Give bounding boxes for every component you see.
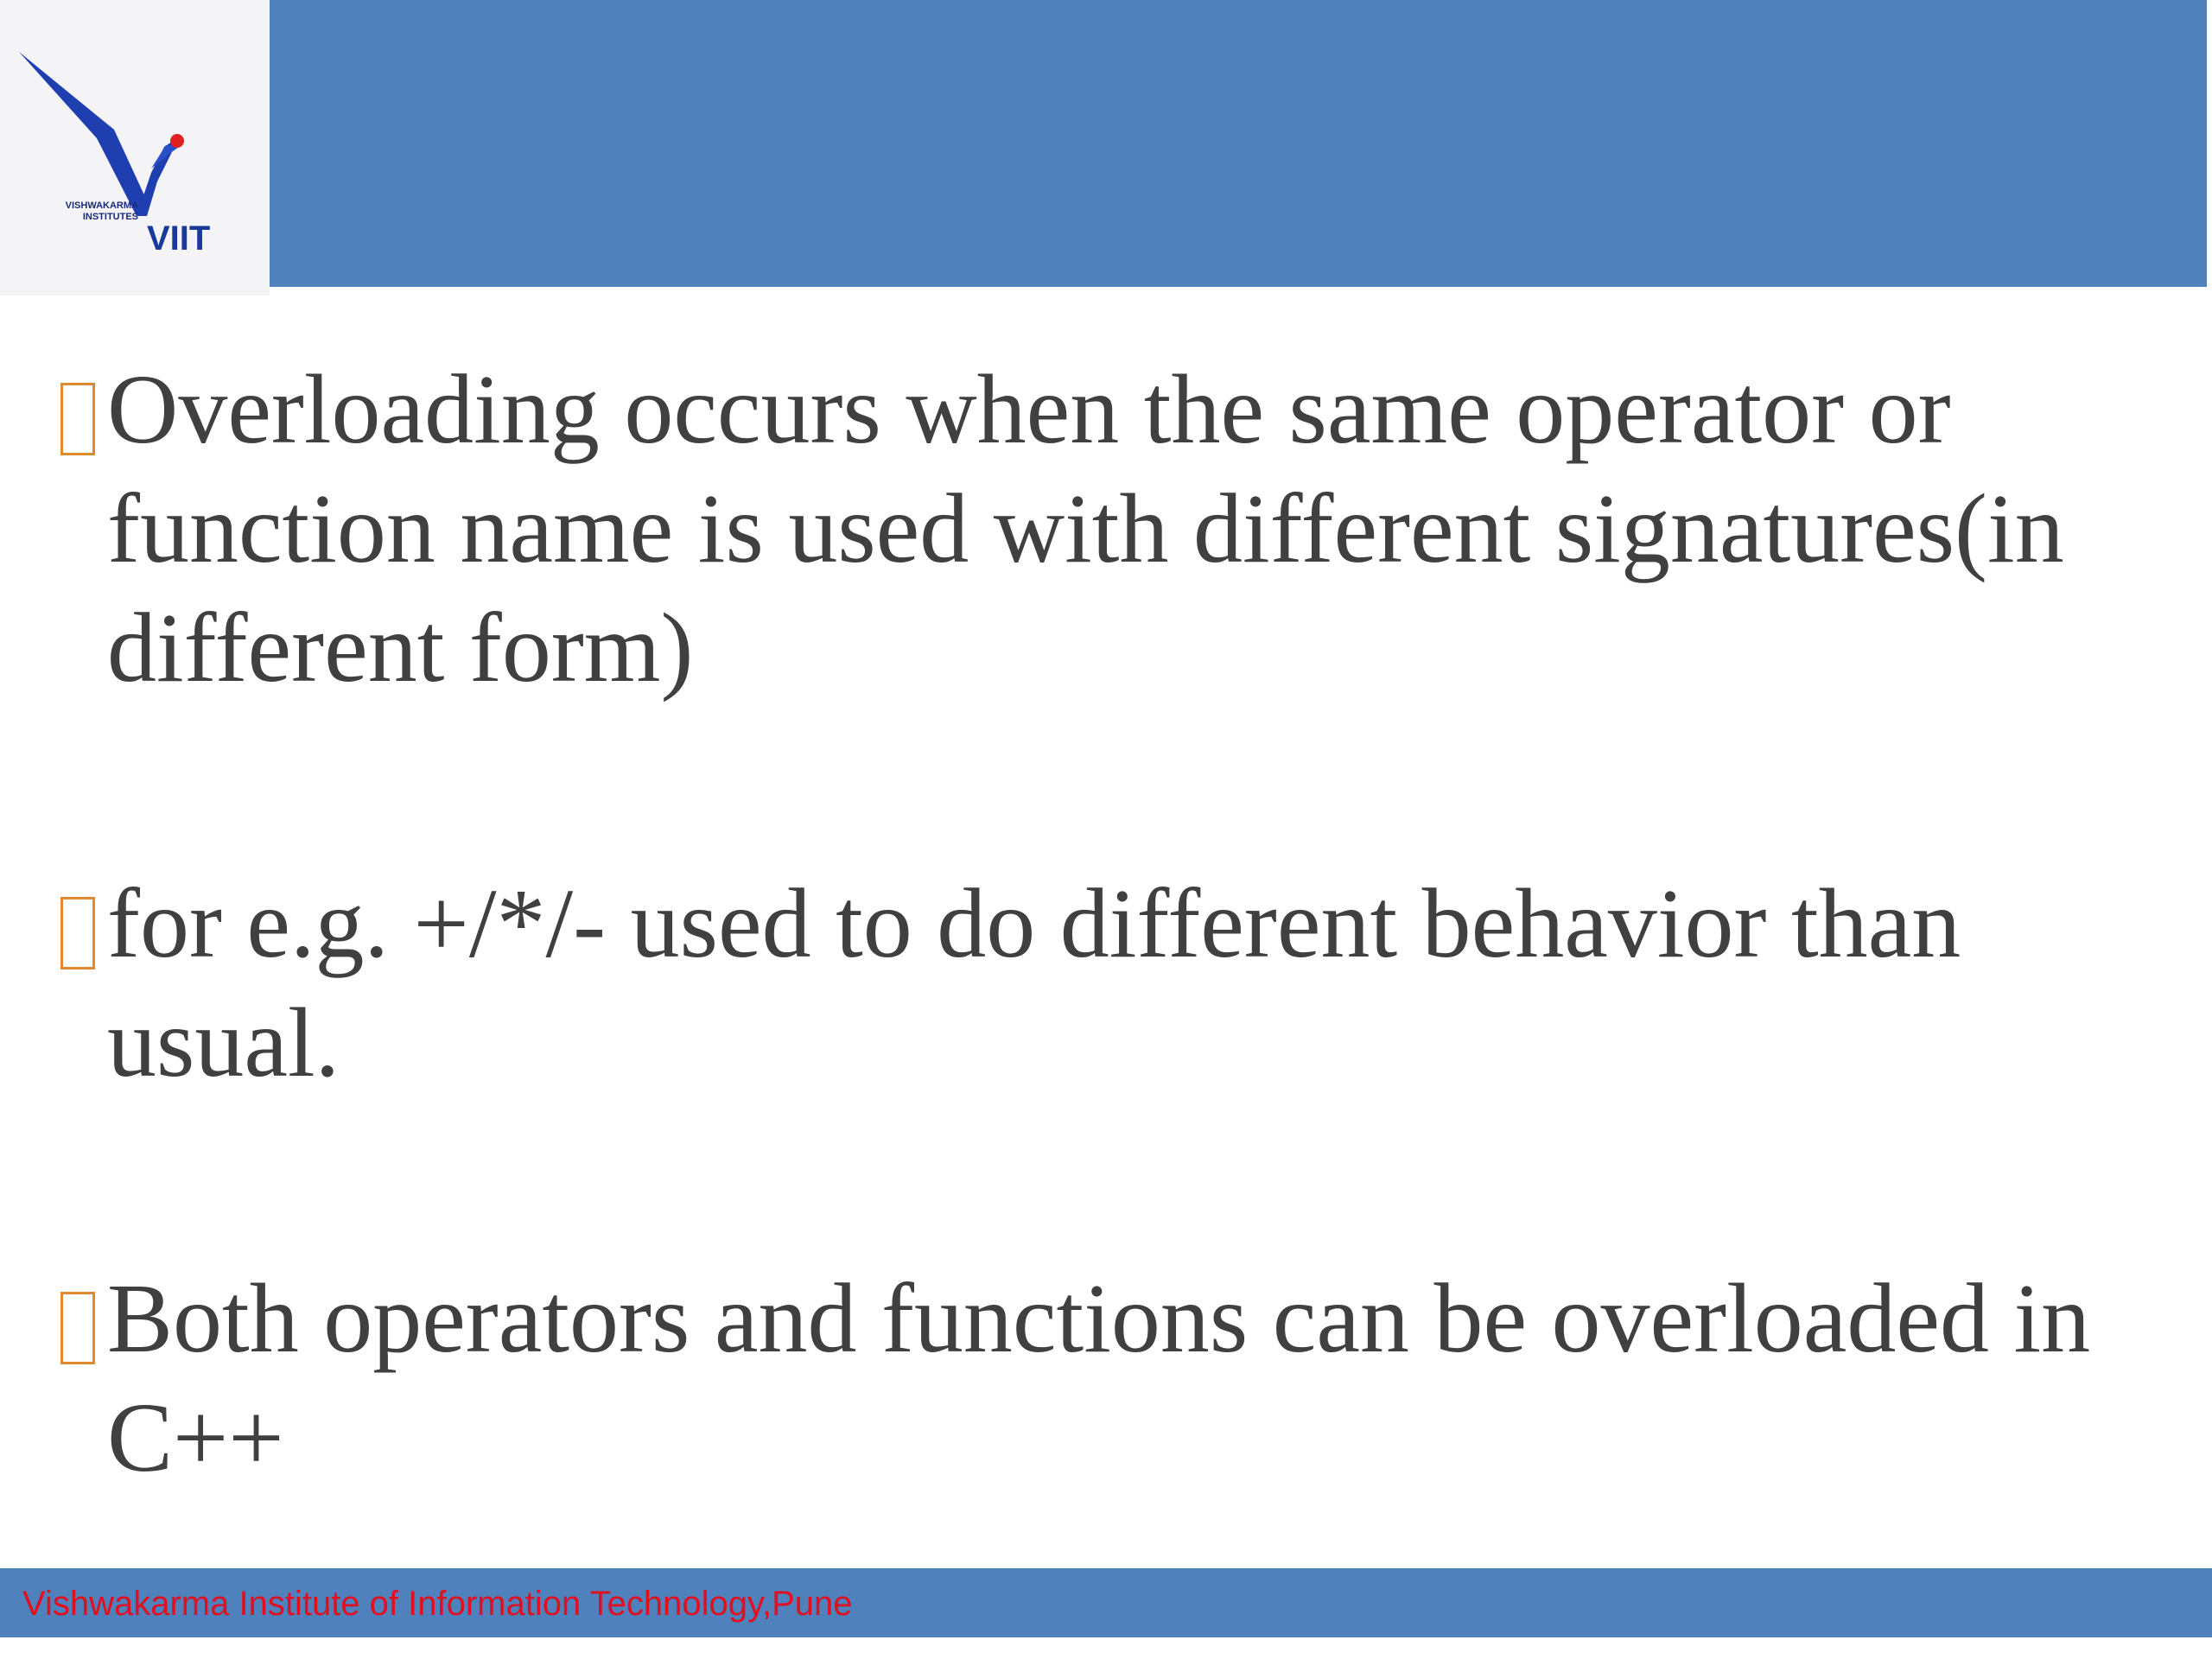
footer-institute-name: Vishwakarma Institute of Information Technology,Pune (22, 1585, 853, 1623)
bullet-marker-icon (60, 1292, 95, 1364)
header-band (270, 0, 2207, 287)
viit-logo-icon (0, 0, 270, 296)
bullet-item (57, 864, 2165, 1103)
logo-institutes-text: VISHWAKARMA INSTITUTES (65, 200, 138, 222)
bullet-marker-icon (60, 897, 95, 969)
bullet-marker-icon (60, 383, 95, 455)
bullet-text: Both operators and functions can be overloaded in C++ (107, 1263, 2091, 1492)
bullet-list (57, 350, 2165, 1497)
bullet-item (57, 1259, 2165, 1497)
bullet-text: Overloading occurs when the same operator or function name is used with different signatures(in different form) (107, 354, 2064, 702)
bullet-item (57, 350, 2165, 708)
bullet-text: for e.g. +/*/- used to do different behavior than usual. (107, 868, 1961, 1097)
logo-viit-text: VIIT (147, 219, 211, 257)
viit-logo (0, 0, 270, 296)
